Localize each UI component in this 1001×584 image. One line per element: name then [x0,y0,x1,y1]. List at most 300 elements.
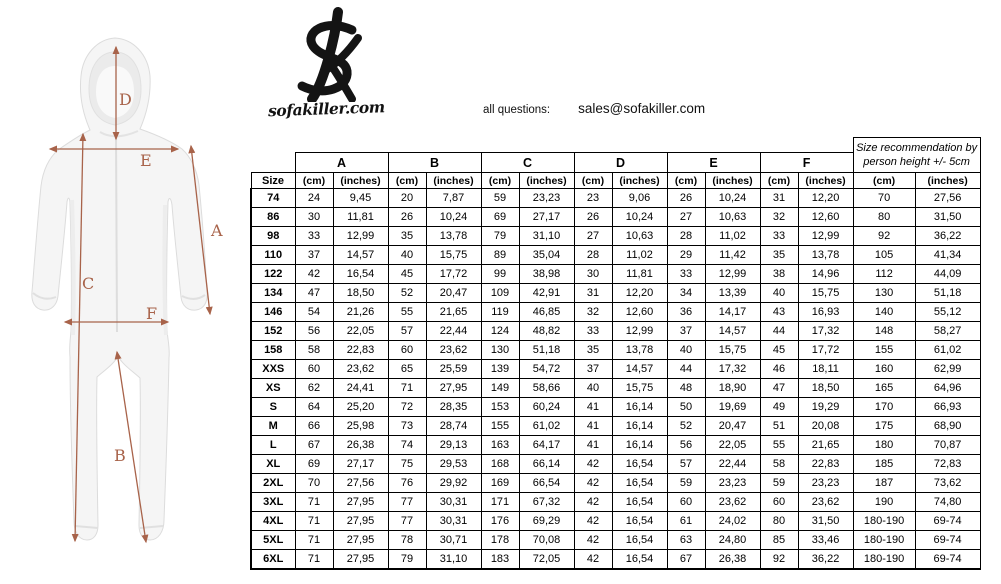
value-cell: 33 [667,265,705,284]
value-cell: 33,46 [798,531,853,550]
value-cell: 51,18 [519,341,574,360]
value-cell: 27,56 [333,474,388,493]
value-cell: 69-74 [915,550,980,569]
value-cell: 31,10 [519,227,574,246]
value-cell: 36,22 [915,227,980,246]
value-cell: 85 [760,531,798,550]
value-cell: 22,83 [798,455,853,474]
value-cell: 24,02 [705,512,760,531]
unit-inches-header: (inches) [612,173,667,189]
value-cell: 31,50 [798,512,853,531]
value-cell: 41 [574,436,612,455]
value-cell: 35,04 [519,246,574,265]
size-label: 2XL [251,474,295,493]
value-cell: 38 [760,265,798,284]
value-cell: 65 [388,360,426,379]
value-cell: 153 [481,398,519,417]
size-label: 3XL [251,493,295,512]
value-cell: 57 [388,322,426,341]
value-cell: 155 [853,341,915,360]
value-cell: 168 [481,455,519,474]
marker-F: F [146,304,158,323]
value-cell: 43 [760,303,798,322]
value-cell: 9,06 [612,189,667,208]
value-cell: 52 [667,417,705,436]
brand-logo [268,4,398,126]
size-label: 134 [251,284,295,303]
value-cell: 37 [574,360,612,379]
size-label: 86 [251,208,295,227]
size-label: 4XL [251,512,295,531]
value-cell: 92 [853,227,915,246]
value-cell: 30,31 [426,512,481,531]
value-cell: 56 [667,436,705,455]
table-row [251,436,980,455]
table-row [251,284,980,303]
value-cell: 22,05 [333,322,388,341]
table-row [251,303,980,322]
marker-D: D [119,90,132,109]
value-cell: 69-74 [915,512,980,531]
value-cell: 73 [388,417,426,436]
value-cell: 80 [853,208,915,227]
value-cell: 58,66 [519,379,574,398]
value-cell: 163 [481,436,519,455]
value-cell: 14,57 [333,246,388,265]
value-cell: 44 [667,360,705,379]
value-cell: 24,41 [333,379,388,398]
value-cell: 16,54 [612,550,667,569]
value-cell: 31,50 [915,208,980,227]
value-cell: 26,38 [333,436,388,455]
value-cell: 11,42 [705,246,760,265]
value-cell: 44 [760,322,798,341]
marker-A: A [211,221,223,240]
value-cell: 105 [853,246,915,265]
value-cell: 67 [667,550,705,569]
value-cell: 14,17 [705,303,760,322]
value-cell: 64 [295,398,333,417]
value-cell: 23,62 [798,493,853,512]
value-cell: 33 [295,227,333,246]
unit-inches-header: (inches) [915,173,980,189]
value-cell: 60 [388,341,426,360]
brand-domain: sofakiller.com [267,97,386,121]
value-cell: 64,96 [915,379,980,398]
value-cell: 12,99 [705,265,760,284]
size-label: 5XL [251,531,295,550]
table-row [251,417,980,436]
value-cell: 42,91 [519,284,574,303]
value-cell: 11,02 [705,227,760,246]
value-cell: 18,50 [798,379,853,398]
value-cell: 59 [667,474,705,493]
value-cell: 40 [388,246,426,265]
value-cell: 45 [388,265,426,284]
size-table [250,137,981,570]
value-cell: 59 [481,189,519,208]
unit-inches-header: (inches) [426,173,481,189]
size-column-header: Size [251,173,295,189]
size-table-body [251,189,980,569]
table-row [251,189,980,208]
value-cell: 112 [853,265,915,284]
value-cell: 57 [667,455,705,474]
value-cell: 71 [295,493,333,512]
value-cell: 26,38 [705,550,760,569]
size-label: 146 [251,303,295,322]
value-cell: 71 [295,512,333,531]
table-row [251,493,980,512]
value-cell: 16,54 [612,455,667,474]
value-cell: 23,62 [705,493,760,512]
value-cell: 16,93 [798,303,853,322]
value-cell: 42 [574,531,612,550]
value-cell: 61 [667,512,705,531]
value-cell: 22,83 [333,341,388,360]
value-cell: 34 [667,284,705,303]
value-cell: 17,32 [705,360,760,379]
unit-cm-header: (cm) [295,173,333,189]
value-cell: 60 [760,493,798,512]
value-cell: 176 [481,512,519,531]
value-cell: 55 [760,436,798,455]
contact-email: sales@sofakiller.com [578,101,706,116]
value-cell: 25,59 [426,360,481,379]
value-cell: 40 [760,284,798,303]
value-cell: 7,87 [426,189,481,208]
value-cell: 42 [574,550,612,569]
value-cell: 124 [481,322,519,341]
value-cell: 28,35 [426,398,481,417]
recommendation-line1: Size recommendation by [856,141,978,154]
value-cell: 24,80 [705,531,760,550]
value-cell: 75 [388,455,426,474]
value-cell: 30 [574,265,612,284]
value-cell: 180-190 [853,550,915,569]
value-cell: 30,71 [426,531,481,550]
value-cell: 66 [295,417,333,436]
value-cell: 46,85 [519,303,574,322]
value-cell: 48 [667,379,705,398]
value-cell: 26 [667,189,705,208]
column-group-A: A [295,153,388,173]
value-cell: 31 [760,189,798,208]
value-cell: 45 [760,341,798,360]
value-cell: 12,20 [798,189,853,208]
value-cell: 119 [481,303,519,322]
value-cell: 149 [481,379,519,398]
value-cell: 69 [295,455,333,474]
value-cell: 27 [667,208,705,227]
value-cell: 29,92 [426,474,481,493]
value-cell: 14,57 [612,360,667,379]
value-cell: 21,65 [798,436,853,455]
value-cell: 51 [760,417,798,436]
value-cell: 71 [295,550,333,569]
value-cell: 9,45 [333,189,388,208]
table-row [251,265,980,284]
value-cell: 190 [853,493,915,512]
value-cell: 10,24 [426,208,481,227]
value-cell: 69,29 [519,512,574,531]
unit-inches-header: (inches) [705,173,760,189]
value-cell: 35 [388,227,426,246]
value-cell: 59 [760,474,798,493]
value-cell: 23,23 [705,474,760,493]
value-cell: 89 [481,246,519,265]
value-cell: 78 [388,531,426,550]
value-cell: 62,99 [915,360,980,379]
value-cell: 22,44 [426,322,481,341]
size-label: XS [251,379,295,398]
value-cell: 27,95 [333,550,388,569]
value-cell: 20,08 [798,417,853,436]
value-cell: 20,47 [705,417,760,436]
value-cell: 48,82 [519,322,574,341]
size-label: XL [251,455,295,474]
value-cell: 60 [295,360,333,379]
value-cell: 16,54 [612,531,667,550]
value-cell: 26 [388,208,426,227]
recommendation-header [853,138,980,173]
value-cell: 55,12 [915,303,980,322]
value-cell: 51,18 [915,284,980,303]
table-row [251,550,980,569]
table-row [251,341,980,360]
value-cell: 69-74 [915,531,980,550]
value-cell: 27,17 [519,208,574,227]
value-cell: 22,44 [705,455,760,474]
value-cell: 68,90 [915,417,980,436]
value-cell: 76 [388,474,426,493]
size-label: 6XL [251,550,295,569]
value-cell: 21,26 [333,303,388,322]
value-cell: 140 [853,303,915,322]
value-cell: 60,24 [519,398,574,417]
value-cell: 32 [760,208,798,227]
value-cell: 72 [388,398,426,417]
value-cell: 77 [388,493,426,512]
value-cell: 155 [481,417,519,436]
value-cell: 41 [574,398,612,417]
table-row [251,474,980,493]
value-cell: 70,08 [519,531,574,550]
value-cell: 37 [667,322,705,341]
value-cell: 99 [481,265,519,284]
value-cell: 70 [295,474,333,493]
value-cell: 148 [853,322,915,341]
value-cell: 160 [853,360,915,379]
value-cell: 61,02 [915,341,980,360]
table-row [251,531,980,550]
value-cell: 74 [388,436,426,455]
value-cell: 17,72 [798,341,853,360]
value-cell: 130 [481,341,519,360]
value-cell: 27,56 [915,189,980,208]
value-cell: 183 [481,550,519,569]
value-cell: 23,62 [333,360,388,379]
value-cell: 18,90 [705,379,760,398]
value-cell: 20,47 [426,284,481,303]
value-cell: 21,65 [426,303,481,322]
value-cell: 13,78 [798,246,853,265]
value-cell: 16,54 [612,512,667,531]
value-cell: 42 [574,512,612,531]
value-cell: 26 [574,208,612,227]
unit-cm-header: (cm) [667,173,705,189]
value-cell: 16,54 [612,474,667,493]
unit-inches-header: (inches) [333,173,388,189]
marker-B: B [114,446,126,465]
value-cell: 15,75 [798,284,853,303]
value-cell: 63 [667,531,705,550]
value-cell: 30,31 [426,493,481,512]
table-row [251,322,980,341]
value-cell: 66,54 [519,474,574,493]
value-cell: 23,23 [519,189,574,208]
value-cell: 42 [295,265,333,284]
size-label: 74 [251,189,295,208]
value-cell: 58,27 [915,322,980,341]
value-cell: 12,60 [612,303,667,322]
value-cell: 19,29 [798,398,853,417]
value-cell: 27 [574,227,612,246]
size-label: 158 [251,341,295,360]
value-cell: 64,17 [519,436,574,455]
table-row [251,512,980,531]
value-cell: 20 [388,189,426,208]
value-cell: 47 [760,379,798,398]
value-cell: 23,62 [426,341,481,360]
value-cell: 50 [667,398,705,417]
value-cell: 31 [574,284,612,303]
value-cell: 18,11 [798,360,853,379]
value-cell: 77 [388,512,426,531]
value-cell: 92 [760,550,798,569]
value-cell: 67,32 [519,493,574,512]
value-cell: 11,81 [612,265,667,284]
value-cell: 16,54 [612,493,667,512]
size-label: 98 [251,227,295,246]
table-row [251,379,980,398]
value-cell: 10,24 [705,189,760,208]
value-cell: 16,14 [612,398,667,417]
value-cell: 15,75 [612,379,667,398]
value-cell: 36,22 [798,550,853,569]
value-cell: 74,80 [915,493,980,512]
table-row [251,398,980,417]
value-cell: 29,13 [426,436,481,455]
unit-cm-header: (cm) [481,173,519,189]
value-cell: 27,95 [333,512,388,531]
value-cell: 170 [853,398,915,417]
value-cell: 31,10 [426,550,481,569]
value-cell: 12,99 [333,227,388,246]
value-cell: 30 [295,208,333,227]
value-cell: 35 [760,246,798,265]
value-cell: 60 [667,493,705,512]
value-cell: 17,32 [798,322,853,341]
value-cell: 180 [853,436,915,455]
value-cell: 10,24 [612,208,667,227]
value-cell: 61,02 [519,417,574,436]
unit-cm-header: (cm) [388,173,426,189]
value-cell: 70 [853,189,915,208]
value-cell: 139 [481,360,519,379]
value-cell: 185 [853,455,915,474]
value-cell: 11,02 [612,246,667,265]
value-cell: 187 [853,474,915,493]
value-cell: 35 [574,341,612,360]
recommendation-line2: person height +/- 5cm [863,156,970,168]
value-cell: 40 [667,341,705,360]
value-cell: 55 [388,303,426,322]
table-row [251,208,980,227]
value-cell: 49 [760,398,798,417]
value-cell: 22,05 [705,436,760,455]
value-cell: 23,23 [798,474,853,493]
value-cell: 19,69 [705,398,760,417]
marker-E: E [140,151,152,170]
table-row [251,455,980,474]
column-group-C: C [481,153,574,173]
column-group-B: B [388,153,481,173]
value-cell: 36 [667,303,705,322]
value-cell: 12,99 [798,227,853,246]
marker-C: C [82,274,95,293]
value-cell: 56 [295,322,333,341]
size-label: S [251,398,295,417]
value-cell: 32 [574,303,612,322]
value-cell: 27,95 [333,531,388,550]
unit-cm-header: (cm) [760,173,798,189]
value-cell: 175 [853,417,915,436]
value-cell: 58 [760,455,798,474]
value-cell: 25,20 [333,398,388,417]
value-cell: 27,95 [333,493,388,512]
size-label: XXS [251,360,295,379]
size-label: 152 [251,322,295,341]
sofakiller-logo-icon [282,6,374,102]
size-label: L [251,436,295,455]
value-cell: 178 [481,531,519,550]
value-cell: 54,72 [519,360,574,379]
value-cell: 14,96 [798,265,853,284]
value-cell: 33 [574,322,612,341]
value-cell: 10,63 [612,227,667,246]
column-group-D: D [574,153,667,173]
value-cell: 12,99 [612,322,667,341]
value-cell: 42 [574,455,612,474]
value-cell: 16,14 [612,417,667,436]
value-cell: 66,93 [915,398,980,417]
value-cell: 70,87 [915,436,980,455]
value-cell: 52 [388,284,426,303]
value-cell: 41 [574,417,612,436]
value-cell: 38,98 [519,265,574,284]
value-cell: 10,63 [705,208,760,227]
value-cell: 28 [574,246,612,265]
value-cell: 37 [295,246,333,265]
value-cell: 41,34 [915,246,980,265]
value-cell: 66,14 [519,455,574,474]
value-cell: 27,95 [426,379,481,398]
value-cell: 169 [481,474,519,493]
value-cell: 71 [295,531,333,550]
value-cell: 40 [574,379,612,398]
value-cell: 16,14 [612,436,667,455]
